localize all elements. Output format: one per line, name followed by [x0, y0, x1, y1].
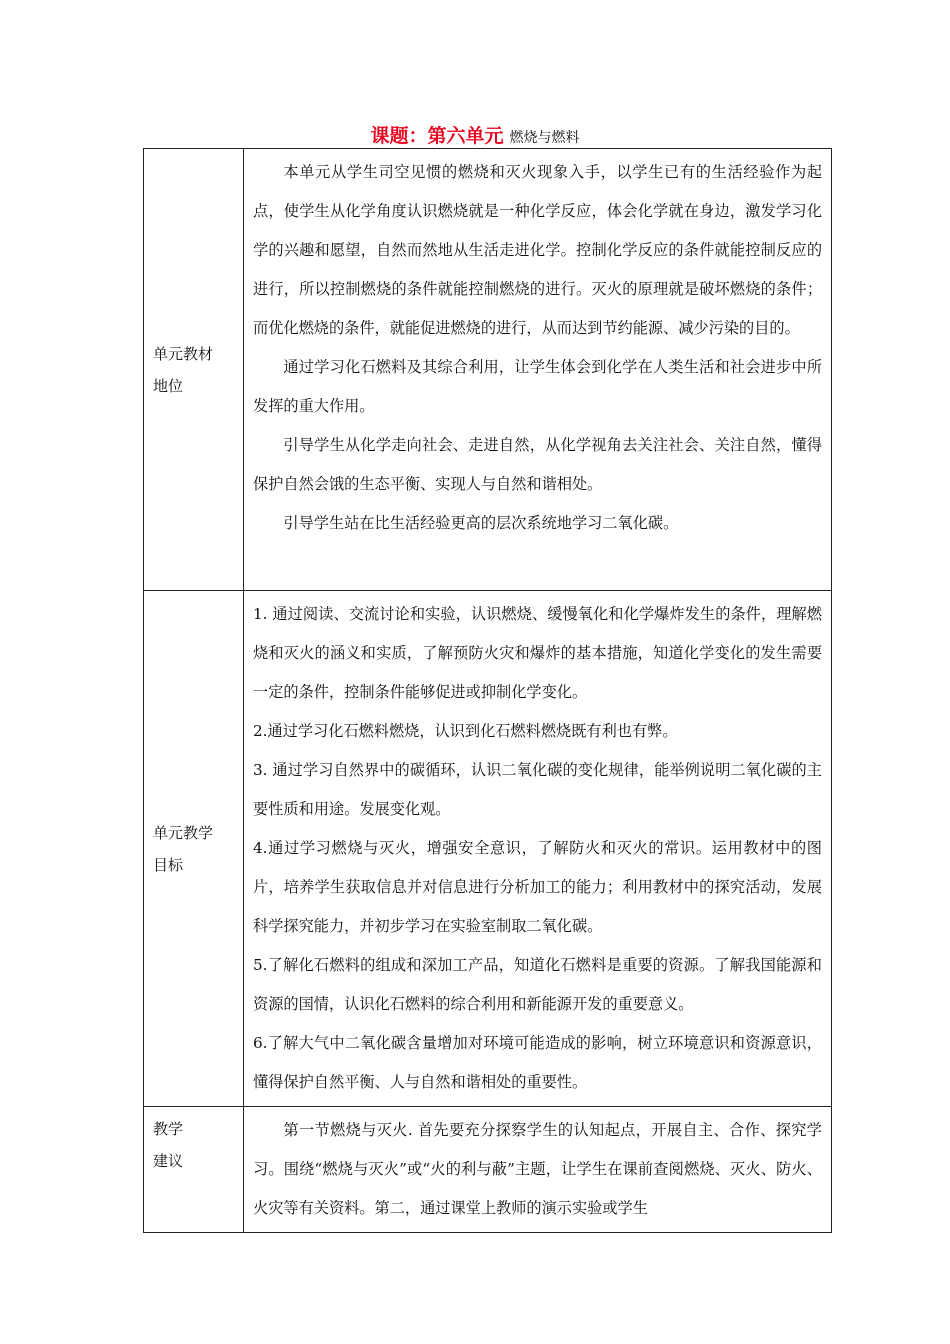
paragraph: 1. 通过阅读、交流讨论和实验，认识燃烧、缓慢氧化和化学爆炸发生的条件，理解燃烧和灭火的涵义和实质，了解预防火灾和爆炸的基本措施，知道化学变化的发生需要一定的条件，控制条件能够促进或抑制化学变化。 — [253, 605, 822, 701]
table-row — [144, 1107, 832, 1233]
paragraph: 引导学生站在比生活经验更高的层次系统地学习二氧化碳。 — [283, 514, 679, 532]
row-content-cell — [244, 591, 832, 1107]
row-content-cell — [244, 149, 832, 591]
paragraph: 引导学生从化学走向社会、走进自然，从化学视角去关注社会、关注自然，懂得保护自然会饿的生态平衡、实现人与自然和谐相处。 — [253, 436, 822, 493]
paragraph: 第一节燃烧与灭火. 首先要充分探察学生的认知起点，开展自主、合作、探究学习。围绕“燃烧与灭火”或“火的利与蔽”主题，让学生在课前查阅燃烧、灭火、防火、火灾等有关资料。第二，通过课堂上教师的演示实验或学生 — [253, 1121, 822, 1217]
paragraph: 5.了解化石燃料的组成和深加工产品，知道化石燃料是重要的资源。了解我国能源和资源的国情，认识化石燃料的综合利用和新能源开发的重要意义。 — [253, 956, 822, 1013]
paragraph: 6.了解大气中二氧化碳含量增加对环境可能造成的影响，树立环境意识和资源意识，懂得保护自然平衡、人与自然和谐相处的重要性。 — [253, 1034, 822, 1091]
row-content-cell — [244, 1107, 832, 1233]
table-row — [144, 149, 832, 591]
paragraph: 4.通过学习燃烧与灭火，增强安全意识，了解防火和灭火的常识。运用教材中的图片，培养学生获取信息并对信息进行分析加工的能力；利用教材中的探究活动，发展科学探究能力，并初步学习在实验室制取二氧化碳。 — [253, 839, 822, 935]
title-main: 课题：第六单元 — [370, 125, 504, 147]
row-label-line: 建议 — [153, 1152, 184, 1170]
lesson-table — [143, 148, 832, 1233]
row-label-cell — [144, 1107, 244, 1233]
paragraph: 2.通过学习化石燃料燃烧，认识到化石燃料燃烧既有利也有弊。 — [253, 722, 678, 740]
title-sub: 燃烧与燃料 — [509, 130, 580, 146]
row-label-line: 目标 — [153, 855, 184, 874]
paragraph: 通过学习化石燃料及其综合利用，让学生体会到化学在人类生活和社会进步中所发挥的重大作用。 — [253, 358, 822, 415]
row-label-cell — [144, 591, 244, 1107]
paragraph: 本单元从学生司空见惯的燃烧和灭火现象入手，以学生已有的生活经验作为起点，使学生从化学角度认识燃烧就是一种化学反应，体会化学就在身边，激发学习化学的兴趣和愿望，自然而然地从生活走进化学。控制化学反应的条件就能控制反应的进行，所以控制燃烧的条件就能控制燃烧的进行。灭火的原理就是破坏燃烧的条件；而优化燃烧的条件，就能促进燃烧的进行，从而达到节约能源、减少污染的目的。 — [253, 163, 822, 337]
row-label-line: 单元教学 — [153, 823, 214, 842]
row-label-line: 单元教材 — [153, 344, 214, 363]
paragraph: 3. 通过学习自然界中的碳循环，认识二氧化碳的变化规律，能举例说明二氧化碳的主要性质和用途。发展变化观。 — [253, 761, 822, 818]
table-row — [144, 591, 832, 1107]
row-label-line: 地位 — [153, 376, 184, 395]
row-label-line: 教学 — [153, 1120, 184, 1138]
row-label-cell — [144, 149, 244, 591]
